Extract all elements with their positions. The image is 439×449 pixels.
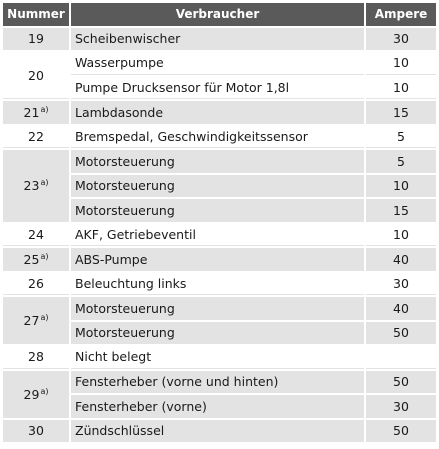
fuse-number-value: 24: [28, 226, 44, 242]
ampere-cell: 40: [366, 297, 436, 320]
consumer-cell: Bremspedal, Geschwindigkeitssensor: [71, 126, 364, 149]
consumer-cell: Wasserpumpe: [71, 52, 364, 75]
fuse-number-value: 29: [23, 386, 40, 402]
table-row: [3, 273, 436, 296]
ampere-cell: 50: [366, 371, 436, 394]
footnote-marker: a): [40, 104, 49, 114]
consumer-cell: Motorsteuerung: [71, 322, 364, 345]
consumer-cell: Motorsteuerung: [71, 297, 364, 320]
consumer-cell: Motorsteuerung: [71, 175, 364, 198]
consumer-cell: Motorsteuerung: [71, 150, 364, 173]
consumer-cell: ABS-Pumpe: [71, 248, 364, 271]
ampere-cell: 10: [366, 77, 436, 100]
fuse-number-value: 19: [28, 31, 44, 47]
fuse-number: [3, 273, 69, 296]
fuse-number: [3, 52, 69, 99]
fuse-number: [3, 126, 69, 149]
fuse-number-value: 22: [28, 128, 44, 144]
table-row: [3, 126, 436, 149]
header-number: Nummer: [3, 3, 69, 26]
table-row: [3, 420, 436, 443]
footnote-marker: a): [40, 313, 49, 322]
consumer-cell: Motorsteuerung: [71, 199, 364, 222]
consumer-cell: Fensterheber (vorne): [71, 395, 364, 418]
fuse-number: [3, 101, 69, 124]
footnote-marker: a): [40, 178, 49, 188]
consumer-cell: AKF, Getriebeventil: [71, 224, 364, 247]
header-ampere: Ampere: [366, 3, 436, 26]
ampere-cell: 10: [366, 224, 436, 247]
consumer-cell: Beleuchtung links: [71, 273, 364, 296]
ampere-cell: 30: [366, 28, 436, 51]
ampere-cell: 50: [366, 420, 436, 443]
fuse-table: [1, 1, 438, 444]
ampere-cell: 15: [366, 199, 436, 222]
table-row: [3, 224, 436, 247]
fuse-number: [3, 28, 69, 51]
ampere-cell: 10: [366, 175, 436, 198]
consumer-cell: Zündschlüssel: [71, 420, 364, 443]
table-row: [3, 248, 436, 271]
fuse-number: [3, 371, 69, 418]
ampere-cell: [366, 346, 436, 369]
table-row: [3, 297, 436, 320]
footnote-marker: a): [40, 386, 49, 396]
consumer-cell: Fensterheber (vorne und hinten): [71, 371, 364, 394]
fuse-number-value: 27: [23, 313, 40, 328]
table-row: [3, 371, 436, 394]
table-row: [3, 346, 436, 369]
fuse-number-value: 20: [28, 67, 44, 83]
fuse-number-value: 28: [28, 349, 44, 365]
ampere-cell: 5: [366, 126, 436, 149]
fuse-number: [3, 248, 69, 271]
footnote-marker: a): [40, 251, 49, 261]
header-row: [3, 3, 436, 26]
consumer-cell: Pumpe Drucksensor für Motor 1,8l: [71, 77, 364, 100]
table-row: [3, 28, 436, 51]
header-consumer: Verbraucher: [71, 3, 364, 26]
fuse-number-value: 30: [28, 423, 44, 439]
ampere-cell: 15: [366, 101, 436, 124]
consumer-cell: Nicht belegt: [71, 346, 364, 369]
fuse-number: [3, 420, 69, 443]
table-row: [3, 101, 436, 124]
consumer-cell: Lambdasonde: [71, 101, 364, 124]
fuse-number: [3, 297, 69, 344]
fuse-number-value: 23: [23, 178, 40, 194]
ampere-cell: 10: [366, 52, 436, 75]
table-row: [3, 150, 436, 173]
fuse-number-value: 25: [23, 251, 40, 267]
ampere-cell: 30: [366, 395, 436, 418]
fuse-number-value: 26: [28, 275, 44, 291]
fuse-number: [3, 346, 69, 369]
fuse-number: [3, 150, 69, 222]
fuse-number: [3, 224, 69, 247]
ampere-cell: 5: [366, 150, 436, 173]
ampere-cell: 30: [366, 273, 436, 296]
ampere-cell: 50: [366, 322, 436, 345]
fuse-number-value: 21: [23, 104, 40, 120]
ampere-cell: 40: [366, 248, 436, 271]
consumer-cell: Scheibenwischer: [71, 28, 364, 51]
table-row: [3, 52, 436, 75]
